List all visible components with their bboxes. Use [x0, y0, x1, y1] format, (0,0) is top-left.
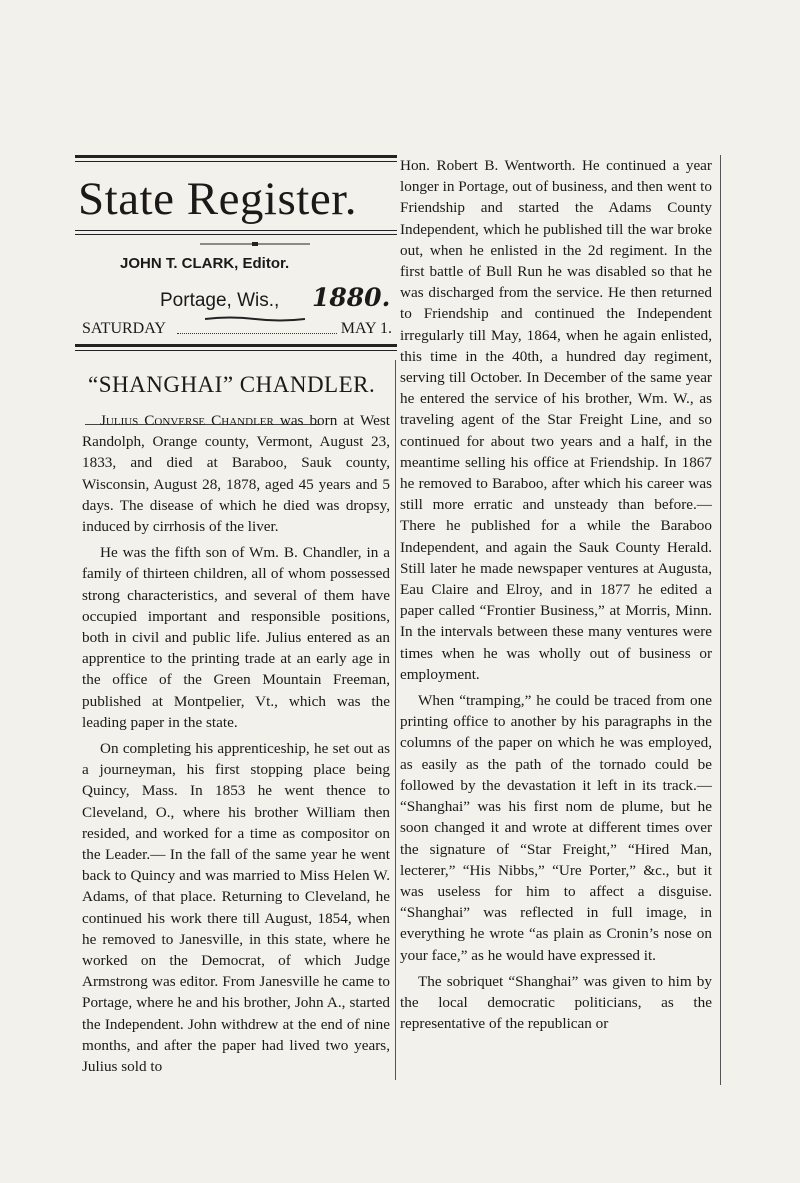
paragraph: Julius Converse Chandler was born at West Randolph, Orange county, Vermont, August 23, 1833, and died at Baraboo, Sauk county, Wisconsin, August 28, 1878, aged 45 years and 5 days. The disease of which he died was dropsy, induced by cirrhosis of the liver. [82, 412, 390, 536]
masthead-top-rule [75, 155, 397, 158]
masthead-bottom-rule-thin [75, 350, 397, 351]
right-edge-line [720, 155, 721, 1085]
dateline-day: SATURDAY [82, 320, 166, 337]
paragraph: He was the fifth son of Wm. B. Chandler, in a family of thirteen children, all of whom possessed strong characteristics, and several of them have occupied important and responsible positions, both in civil and public life. Julius entered as an apprentice to the printing trade at an early age in the office of the Green Mountain Freeman, published at Montpelier, Vt., which was the leading paper in the state. [82, 544, 390, 731]
editor-line: JOHN T. CLARK, Editor. [120, 255, 290, 272]
masthead-title: State Register. [78, 173, 358, 225]
masthead-bottom-rule [75, 344, 397, 347]
masthead-title-rule [75, 230, 397, 231]
article-column-right [400, 155, 712, 1034]
dateline-leader-dots [177, 320, 337, 334]
article-title: “SHANGHAI” CHANDLER. [88, 372, 376, 397]
paragraph: When “tramping,” he could be traced from one printing office to another by his paragraphs in the columns of the paper on which he was employed, as easily as the path of the tornado could be followed by the devastation it left in its track.— “Shanghai” was his first nom de plume, but he soon changed it and wrote at different times over the signature of “Star Freight,” “Hired Man, lecterer,” “His Nibbs,” “Ure Porter,” &c., but it was useless for him to affect a disguise. “Shanghai” was reflected in full image, in everything he wrote “as plain as Cronin’s nose on your face,” as he would have expressed it. [400, 692, 712, 964]
paragraph: On completing his apprenticeship, he set out as a journeyman, his first stopping place being Quincy, Mass. In 1853 he went thence to Cleveland, O., where his brother William then resided, and worked for a time as compositor on the Leader.— In the fall of the same year he went back to Quincy and was married to Miss Helen W. Adams, of that place. Returning to Cleveland, he continued his work there till August, 1854, when he removed to Janesville, in this state, where he worked on the Democrat, of which Judge Armstrong was editor. From Janesville he came to Portage, where he and his brother, John A., started the Independent. John withdrew at the end of nine months, and after the paper had lived two years, Julius sold to [82, 740, 390, 1076]
paragraph: The sobriquet “Shanghai” was given to him by the local democratic politicians, as the representative of the republican or [400, 972, 712, 1033]
dateline-year-handwritten: 1880. [312, 283, 391, 312]
dateline-place: Portage, Wis., [160, 290, 280, 311]
dateline-date: MAY 1. [340, 320, 392, 337]
paragraph: Hon. Robert B. Wentworth. He continued a year longer in Portage, out of business, and then went to Friendship and started the Adams County Independent, which he published till the war broke out, when he enlisted in the 2d regiment. In the first battle of Bull Run he was disabled so that he was discharged from the service. He then returned to Friendship and continued the Independent irregularly till May, 1864, when he again enlisted, this time in the 40th, a hundred day regiment, serving till October. In December of the same year he entered the service of his brother, Wm. W., as traveling agent of the Star Freight Line, and so continued for about two years and a half, in the meantime selling his office at Friendship. In 1867 he removed to Baraboo, after which his career was still more erratic and unsteady than before.— There he published for a while the Baraboo Independent, and again the Sauk County Herald. Still later he made newspaper ventures at Augusta, Eau Claire and Elroy, and in 1877 he edited a paper called “Frontier Business,” at Morris, Minn. In the intervals between these many ventures were times when he was wholly out of business or employment. [400, 157, 712, 683]
column-divider [395, 360, 396, 1080]
ornament-divider [200, 242, 310, 246]
lead-name: Julius Converse Chandler [100, 412, 274, 429]
article-column-left [82, 410, 390, 1077]
masthead-title-rule-2 [75, 234, 397, 235]
masthead-top-rule-thin [75, 161, 397, 162]
